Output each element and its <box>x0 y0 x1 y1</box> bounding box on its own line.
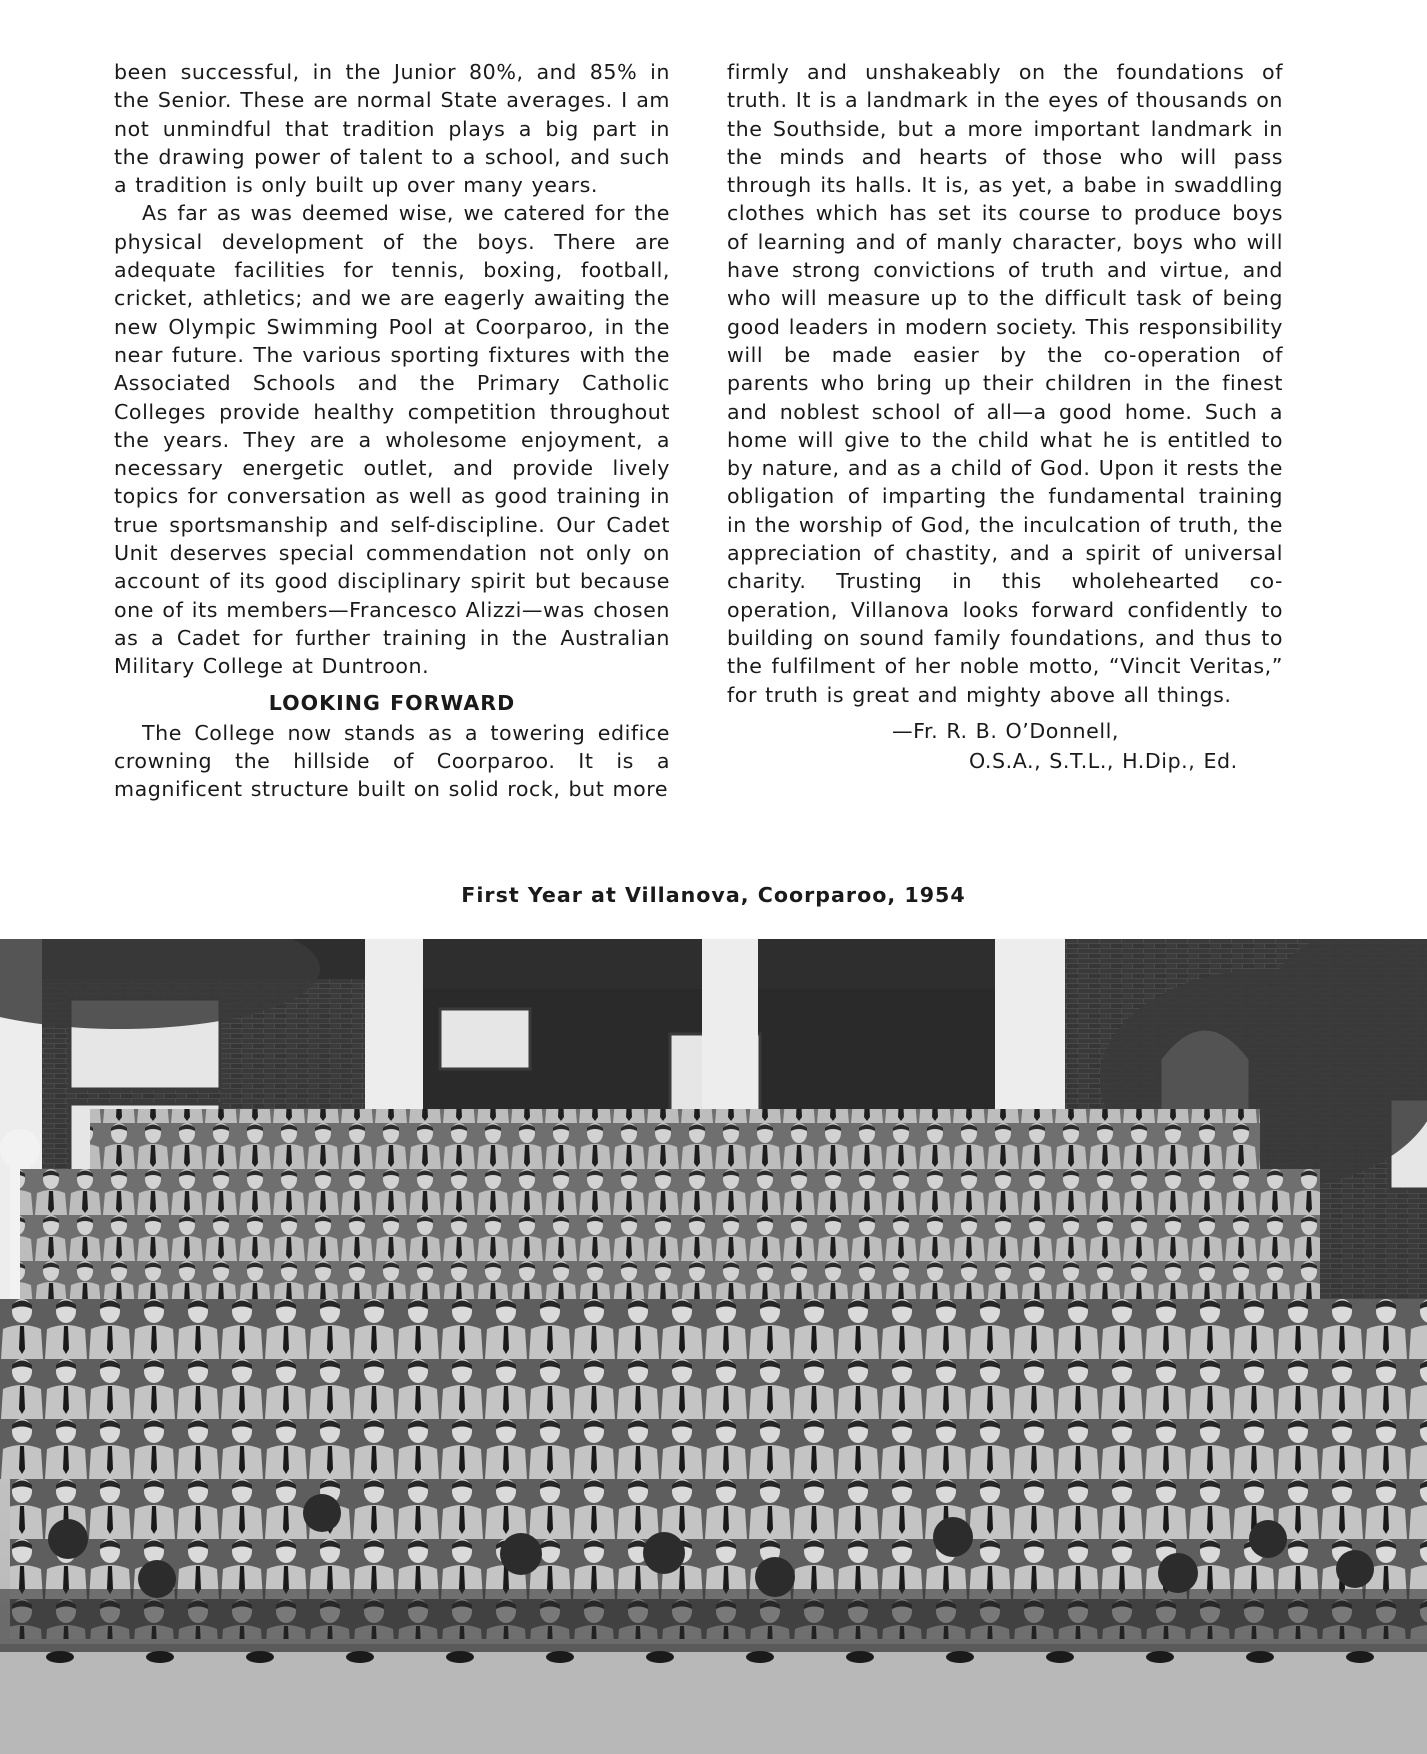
signature-credentials: O.S.A., S.T.L., H.Dip., Ed. <box>969 748 1238 773</box>
signature-block <box>727 716 1283 776</box>
group-photograph <box>0 939 1427 1754</box>
left-paragraph-3: The College now stands as a towering edifice crowning the hillside of Coorparoo. It is a magnificent structure built on solid rock, but more <box>114 720 670 802</box>
left-paragraph-1: been successful, in the Junior 80%, and 85% in the Senior. These are normal State averages. I am not unmindful that tradition plays a big part in the drawing power of talent to a school, and such a tradition is only built up over many years. <box>114 60 670 198</box>
photo-caption: First Year at Villanova, Coorparoo, 1954 <box>461 883 966 907</box>
left-paragraph-2: As far as was deemed wise, we catered for the physical development of the boys. There are adequate facilities for tennis, boxing, football, cricket, athletics; and we are eagerly awaiting the new Olympic Swimming Pool at Coorparoo, in the near future. The various sporting fixtures with the Associated Schools and the Primary Catholic Colleges provide healthy competition throughout the years. They are a wholesome enjoyment, a necessary energetic outlet, and provide lively topics for conversation as well as good training in true sportsmanship and self-discipline. Our Cadet Unit deserves special commendation not only on account of its good disciplinary spirit but because one of its members—Francesco Alizzi—was chosen as a Cadet for further training in the Australian Military College at Duntroon. <box>114 201 670 679</box>
section-heading: LOOKING FORWARD <box>268 690 516 715</box>
right-column <box>727 58 1283 776</box>
signature-name: —Fr. R. B. O’Donnell, <box>892 718 1120 743</box>
right-paragraph-1: firmly and unshakeably on the foundations of truth. It is a landmark in the eyes of thousands on the Southside, but a more important landmark in the minds and hearts of those who will pass through its halls. It is, as yet, a babe in swaddling clothes which has set its course to produce boys of learning and of manly character, boys who will have strong convictions of truth and virtue, and who will measure up to the difficult task of being good leaders in modern society. This responsibility will be made easier by the co-operation of parents who bring up their children in the finest and noblest school of all—a good home. Such a home will give to the child what he is entitled to by nature, and as a child of God. Upon it rests the obligation of imparting the fundamental training in the worship of God, the inculcation of truth, the appreciation of chastity, and a spirit of universal charity. Trusting in this wholehearted co-operation, Villanova looks forward confidently to building on sound family foundations, and thus to the fulfilment of her noble motto, “Vincit Veritas,” for truth is great and mighty above all things. <box>727 60 1283 707</box>
left-column <box>114 58 670 804</box>
photograph-illustration <box>0 939 1427 1754</box>
